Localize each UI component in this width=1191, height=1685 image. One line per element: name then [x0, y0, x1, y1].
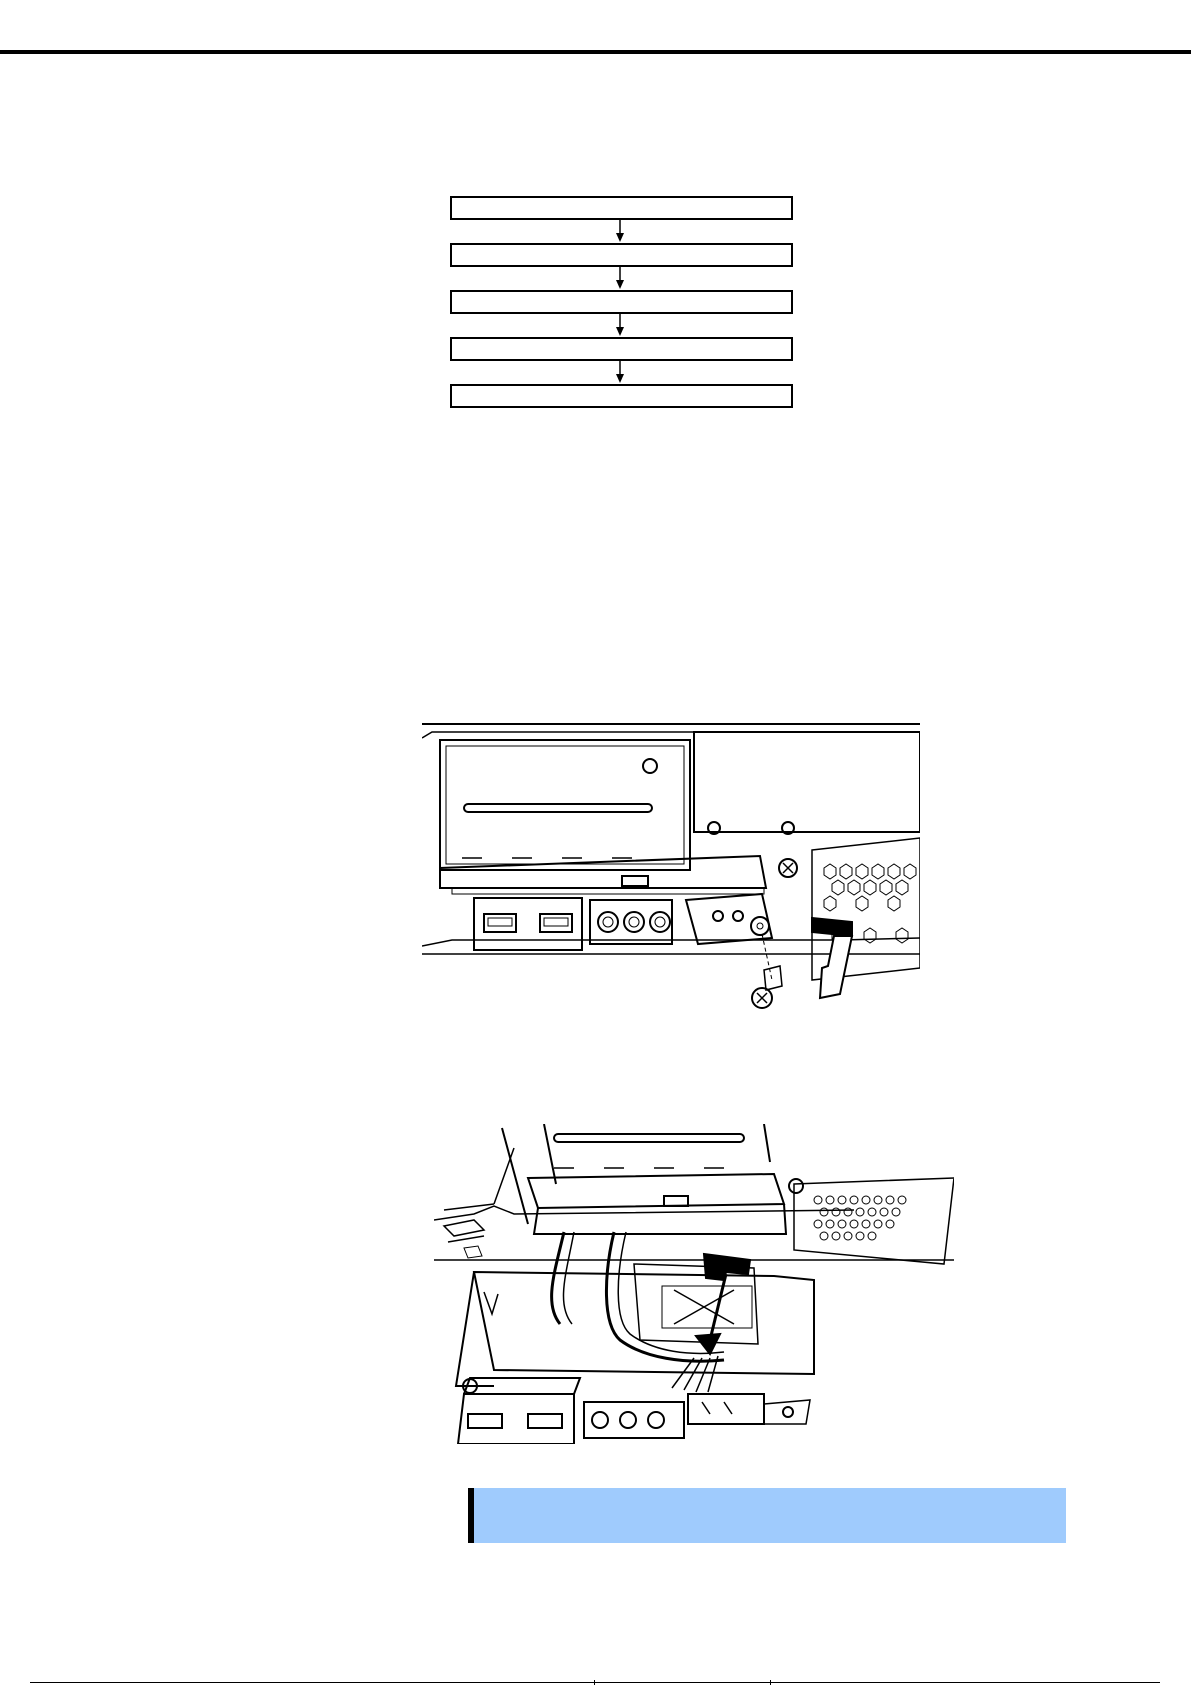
- flow-step-2: [450, 243, 793, 267]
- push-direction-arrow-icon: [696, 1254, 750, 1354]
- down-arrow-icon: [450, 267, 789, 290]
- figure-screw-removal: [422, 718, 920, 1016]
- flow-step-1: [450, 196, 793, 220]
- flow-step-5: [450, 384, 793, 408]
- down-arrow-icon: [450, 220, 789, 243]
- down-arrow-icon: [450, 314, 789, 337]
- screw-icon: [752, 966, 782, 1008]
- figure-panel-removal: [434, 1124, 954, 1444]
- down-arrow-icon: [450, 361, 789, 384]
- footer-tick: [770, 1680, 771, 1685]
- flow-step-3: [450, 290, 793, 314]
- procedure-flowchart: [450, 196, 793, 408]
- footer-rule: [30, 1682, 1160, 1683]
- footer-tick: [594, 1680, 595, 1685]
- note-bar: [468, 1488, 1066, 1543]
- flow-step-4: [450, 337, 793, 361]
- header-rule: [0, 50, 1191, 54]
